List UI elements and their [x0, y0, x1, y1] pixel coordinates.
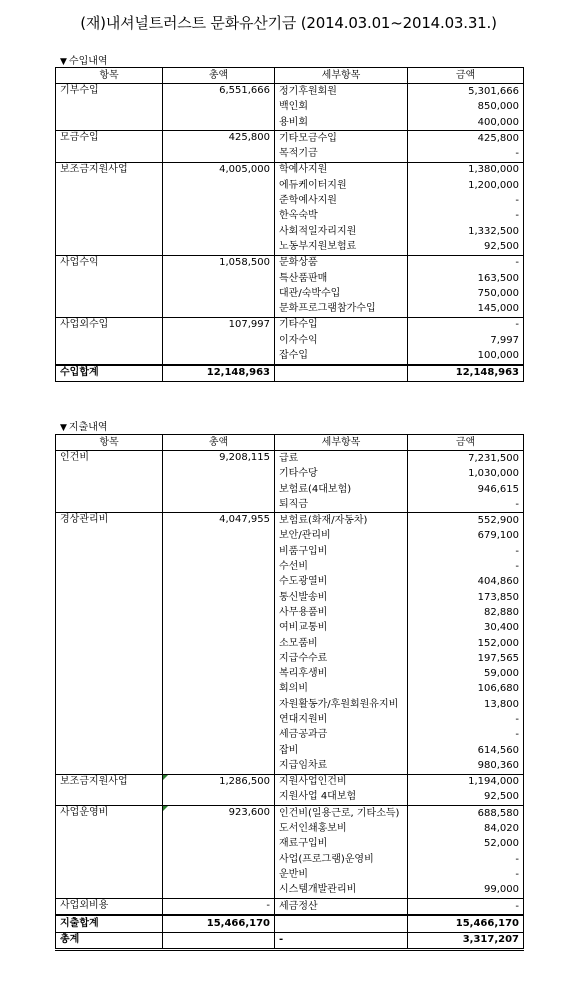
subitem-cell: 소모품비: [279, 637, 318, 649]
subitem-cell: 퇴직금: [275, 497, 408, 513]
total-cell: -: [163, 898, 275, 915]
amount-cell: -: [408, 209, 524, 224]
amount-cell: 7,997: [408, 333, 524, 348]
subitem-cell: 목적기금: [275, 146, 408, 162]
subitem-cell: 수도광열비: [279, 576, 328, 588]
income-section-label: [60, 52, 108, 67]
amount-cell: 552,900: [408, 513, 524, 529]
amount-cell: 1,030,000: [408, 467, 524, 482]
total-cell: 425,800: [163, 131, 275, 163]
amount-cell: 106,680: [408, 682, 524, 697]
subitem-cell: 기타수당: [279, 468, 318, 480]
subitem-cell: 학예사지원: [279, 164, 328, 176]
expense-body: [56, 451, 524, 950]
category-cell: 모금수입: [56, 131, 163, 163]
amount-cell: 1,332,500: [408, 224, 524, 239]
amount-cell: -: [408, 559, 524, 574]
table-row: [56, 513, 524, 529]
triangle-down-icon: ▼: [60, 423, 67, 433]
header-total: 총액: [163, 435, 275, 451]
sum-amount: 15,466,170: [408, 915, 524, 932]
sum-row: [56, 915, 524, 932]
sum-total: 15,466,170: [163, 915, 275, 932]
subitem-cell: 운반비: [279, 868, 308, 880]
amount-cell: 52,000: [408, 837, 524, 852]
subitem-cell: 인건비(일용근로, 기타소득): [279, 807, 400, 819]
amount-cell: 5,301,666: [408, 84, 524, 100]
subitem-cell: 보험료(화재/자동차): [279, 515, 368, 527]
table-row: [56, 317, 524, 333]
total-cell: 1,058,500: [163, 255, 275, 317]
amount-cell: 197,565: [408, 651, 524, 666]
table-row: [56, 451, 524, 467]
subitem-cell: 여비교통비: [279, 622, 328, 634]
subitem-cell: 지급수수료: [279, 652, 328, 664]
table-row: [56, 774, 524, 790]
sum-amount: 12,148,963: [408, 365, 524, 382]
amount-cell: 980,360: [408, 758, 524, 774]
amount-cell: 13,800: [408, 697, 524, 712]
amount-cell: 82,880: [408, 605, 524, 620]
category-cell: 기부수입: [56, 84, 163, 131]
table-header-row: [56, 435, 524, 451]
amount-cell: 99,000: [408, 883, 524, 899]
table-row: [56, 806, 524, 822]
amount-cell: 145,000: [408, 301, 524, 317]
triangle-down-icon: ▼: [60, 57, 67, 67]
category-cell: 사업외수입: [56, 317, 163, 364]
subitem-cell: 세금공과금: [279, 729, 328, 741]
total-cell: 1,286,500: [163, 774, 275, 806]
amount-cell: 59,000: [408, 666, 524, 681]
amount-cell: 614,560: [408, 743, 524, 758]
total-cell: 923,600: [163, 806, 275, 899]
category-cell: 사업운영비: [56, 806, 163, 899]
subitem-cell: 기타모금수입: [279, 132, 337, 144]
expense-label-text: 지출내역: [68, 422, 108, 433]
table-row: [56, 898, 524, 915]
amount-cell: 92,500: [408, 790, 524, 806]
amount-cell: 152,000: [408, 636, 524, 651]
amount-cell: 1,380,000: [408, 162, 524, 178]
sum-label: 지출합계: [56, 915, 163, 932]
header-amount: 금액: [408, 435, 524, 451]
income-table: [55, 67, 524, 382]
expense-table: [55, 434, 524, 951]
subitem-cell: 지급임차료: [275, 758, 408, 774]
amount-cell: 30,400: [408, 621, 524, 636]
category-cell: 경상관리비: [56, 513, 163, 774]
grand-amount: 3,317,207: [408, 932, 524, 949]
subitem-cell: 세금정산: [275, 898, 408, 915]
subitem-cell: 기타수입: [279, 319, 318, 331]
subitem-cell: 보험료(4대보험): [279, 483, 352, 495]
subitem-cell: 용비회: [275, 115, 408, 131]
category-cell: 보조금지원사업: [56, 162, 163, 255]
subitem-cell: 재료구입비: [279, 838, 328, 850]
header-subitem: 세부항목: [275, 68, 408, 84]
amount-cell: -: [408, 544, 524, 559]
subitem-cell: 복리후생비: [279, 668, 328, 680]
table-row: [56, 84, 524, 100]
total-cell: 4,047,955: [163, 513, 275, 774]
category-cell: 인건비: [56, 451, 163, 513]
subitem-cell: 잡비: [279, 744, 299, 756]
amount-cell: 679,100: [408, 529, 524, 544]
grand-subitem: -: [275, 932, 408, 949]
subitem-cell: 정기후원회원: [279, 85, 337, 97]
category-cell: 보조금지원사업: [56, 774, 163, 806]
amount-cell: 92,500: [408, 239, 524, 255]
amount-cell: 946,615: [408, 482, 524, 497]
amount-cell: 84,020: [408, 821, 524, 836]
amount-cell: 425,800: [408, 131, 524, 147]
amount-cell: 688,580: [408, 806, 524, 822]
sum-label: 수입합계: [56, 365, 163, 382]
subitem-cell: 도서인쇄홍보비: [279, 823, 347, 835]
subitem-cell: 비품구입비: [279, 545, 328, 557]
amount-cell: -: [408, 193, 524, 208]
subitem-cell: 사무용품비: [279, 606, 328, 618]
sum-total: 12,148,963: [163, 365, 275, 382]
header-subitem: 세부항목: [275, 435, 408, 451]
total-cell: 107,997: [163, 317, 275, 364]
amount-cell: -: [408, 497, 524, 513]
subitem-cell: 시스템개발관리비: [275, 883, 408, 899]
subitem-cell: 연대지원비: [279, 713, 328, 725]
amount-cell: 1,194,000: [408, 774, 524, 790]
subitem-cell: 에듀케이터지원: [279, 179, 347, 191]
subitem-cell: 백인회: [279, 101, 308, 113]
amount-cell: 1,200,000: [408, 178, 524, 193]
income-body: [56, 84, 524, 382]
table-row: [56, 131, 524, 147]
amount-cell: -: [408, 867, 524, 882]
table-header-row: [56, 68, 524, 84]
amount-cell: 100,000: [408, 348, 524, 364]
category-cell: 사업외비용: [56, 898, 163, 915]
subitem-cell: 통신발송비: [279, 591, 328, 603]
grand-total-row: [56, 932, 524, 949]
amount-cell: 750,000: [408, 286, 524, 301]
subitem-cell: 노동부지원보험료: [275, 239, 408, 255]
expense-section-label: [60, 418, 108, 433]
subitem-cell: 준학예사지원: [279, 195, 337, 207]
grand-total-empty: [163, 932, 275, 949]
amount-cell: -: [408, 146, 524, 162]
amount-cell: -: [408, 255, 524, 271]
sum-subitem: [275, 915, 408, 932]
header-category: 항목: [56, 68, 163, 84]
income-label-text: 수입내역: [68, 56, 108, 67]
header-category: 항목: [56, 435, 163, 451]
subitem-cell: 급료: [279, 452, 299, 464]
total-cell: 9,208,115: [163, 451, 275, 513]
sum-row: [56, 365, 524, 382]
amount-cell: 173,850: [408, 590, 524, 605]
subitem-cell: 회의비: [279, 683, 308, 695]
total-cell: 4,005,000: [163, 162, 275, 255]
subitem-cell: 사회적일자리지원: [279, 225, 357, 237]
subitem-cell: 문화상품: [279, 257, 318, 269]
category-cell: 사업수익: [56, 255, 163, 317]
subitem-cell: 대관/숙박수입: [279, 287, 341, 299]
subitem-cell: 이자수익: [279, 334, 318, 346]
subitem-cell: 문화프로그램참가수입: [275, 301, 408, 317]
amount-cell: 163,500: [408, 271, 524, 286]
subitem-cell: 자원활동가/후원회원유지비: [279, 698, 399, 710]
amount-cell: -: [408, 712, 524, 727]
header-total: 총액: [163, 68, 275, 84]
subitem-cell: 잡수입: [275, 348, 408, 364]
amount-cell: 850,000: [408, 100, 524, 115]
subitem-cell: 수선비: [279, 561, 308, 573]
amount-cell: 404,860: [408, 575, 524, 590]
amount-cell: 7,231,500: [408, 451, 524, 467]
subitem-cell: 사업(프로그램)운영비: [279, 853, 374, 865]
table-row: [56, 255, 524, 271]
subitem-cell: 지원사업 4대보험: [275, 790, 408, 806]
subitem-cell: 한옥숙박: [279, 210, 318, 222]
grand-label: 총계: [56, 932, 163, 949]
page-title: (재)내셔널트러스트 문화유산기금 (2014.03.01~2014.03.31.): [80, 14, 497, 32]
amount-cell: -: [408, 317, 524, 333]
amount-cell: -: [408, 728, 524, 743]
amount-cell: -: [408, 852, 524, 867]
subitem-cell: 지원사업인건비: [279, 776, 347, 788]
header-amount: 금액: [408, 68, 524, 84]
subitem-cell: 특산품판매: [279, 272, 328, 284]
subitem-cell: 보안/관리비: [279, 530, 331, 542]
amount-cell: -: [408, 898, 524, 915]
total-cell: 6,551,666: [163, 84, 275, 131]
amount-cell: 400,000: [408, 115, 524, 131]
table-row: [56, 162, 524, 178]
sum-subitem: [275, 365, 408, 382]
